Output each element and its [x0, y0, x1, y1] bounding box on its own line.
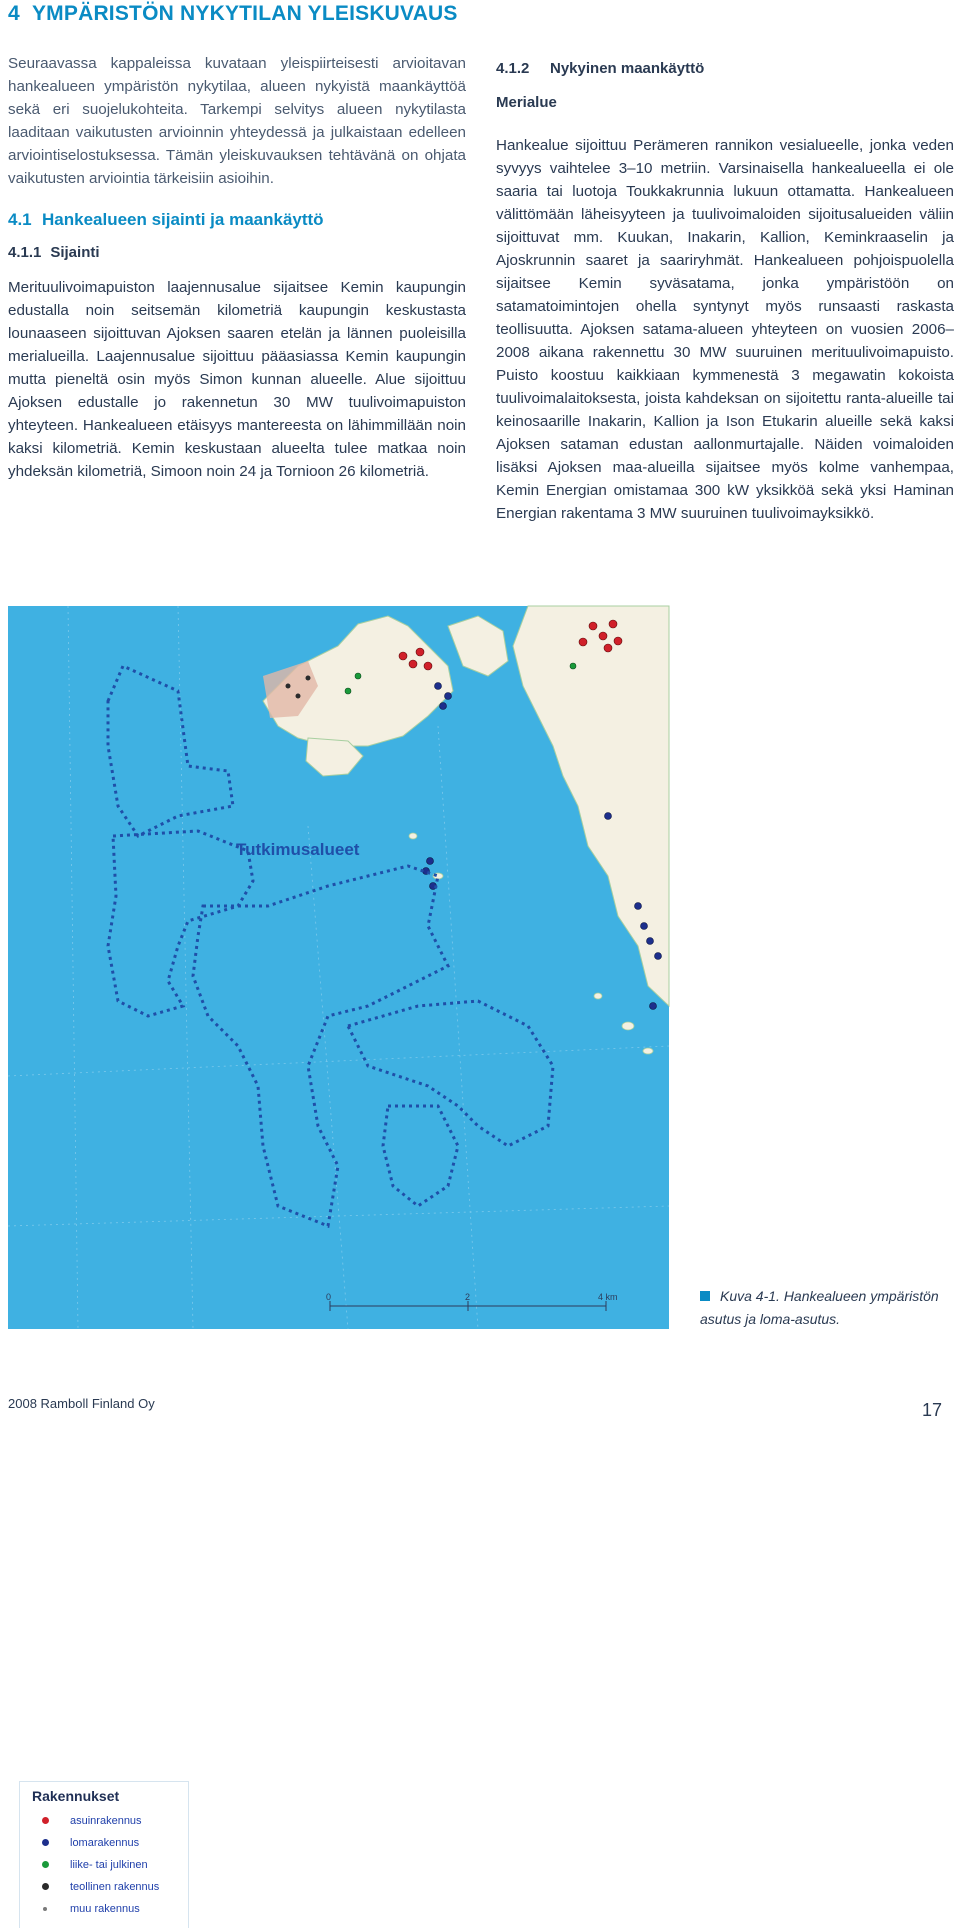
section-4-1-1-number: 4.1.1 [8, 244, 42, 261]
legend-label: teollinen rakennus [70, 1881, 160, 1893]
other-dot-icon [43, 1907, 47, 1911]
chapter-title-text: YMPÄRISTÖN NYKYTILAN YLEISKUVAUS [31, 2, 458, 25]
holiday-dot-icon [42, 1839, 49, 1846]
section-4-1-title: Hankealueen sijainti ja maankäyttö [42, 210, 324, 229]
footer-publisher: 2008 Ramboll Finland Oy [8, 1396, 155, 1411]
legend-item-other [38, 1901, 188, 1917]
legend-item-industrial [38, 1879, 188, 1895]
study-area-label: Tutkimusalueet [236, 840, 360, 859]
chapter-number: 4 [8, 2, 20, 25]
residential-dot-icon [42, 1817, 49, 1824]
legend-label: lomarakennus [70, 1837, 140, 1849]
section-4-1-2-heading [496, 58, 954, 80]
map-graphic [8, 606, 669, 1329]
legend-label: muu rakennus [70, 1903, 140, 1915]
section-4-1-1-heading [8, 242, 466, 264]
section-4-1-2-number: 4.1.2 [496, 60, 530, 77]
section-4-1-number: 4.1 [8, 210, 32, 229]
legend-title: Rakennukset [32, 1788, 120, 1804]
caption-marker-icon [700, 1291, 710, 1301]
section-4-1-1-title: Sijainti [50, 244, 100, 261]
scale-label-2: 2 [465, 1292, 471, 1302]
legend-item-residential [38, 1813, 188, 1829]
section-4-1-heading [8, 208, 466, 232]
commercial-dot-icon [42, 1861, 49, 1868]
section-4-1-2-title: Nykyinen maankäyttö [550, 60, 705, 77]
left-column [8, 52, 466, 483]
chapter-title [8, 0, 458, 28]
page-number: 17 [921, 1400, 942, 1420]
scale-label-4km: 4 km [598, 1292, 618, 1302]
legend-item-holiday [38, 1835, 188, 1851]
scale-label-0: 0 [326, 1292, 332, 1302]
legend-label: liike- tai julkinen [70, 1859, 148, 1871]
map-legend [20, 1782, 188, 1928]
legend-label: asuinrakennus [70, 1815, 142, 1827]
intro-paragraph: Seuraavassa kappaleissa kuvataan yleispiirteisesti arvioitavan hankealueen ympäristön nykytilaa, alueen nykyistä maankäyttöä sekä eri suojelukohteita. Tarkempi selvitys alueen nykytilasta laaditaan vaikutusten arvioinnin yhteydessä ja julkaistaan edelleen arviointiselostuksessa. Tämän yleiskuvauksen tehtävänä on ohjata vaikutusten arviointia tärkeisiin asioihin. [8, 55, 466, 187]
legend-item-commercial [38, 1857, 188, 1873]
merialue-subheading: Merialue [496, 94, 557, 111]
industrial-dot-icon [42, 1883, 49, 1890]
figure-caption-text: Kuva 4-1. Hankealueen ympäristön asutus ja loma-asutus. [700, 1288, 939, 1327]
land-use-paragraph: Hankealue sijoittuu Perämeren rannikon vesialueelle, jonka veden syvyys vaihtelee 3–10 metriin. Varsinaisella hankealueella ei ole saaria tai luotoja Toukkakrunnia lukuun ottamatta. Hankealueen välittömään läheisyyteen ja tuulivoimaloiden sijoitusalueiden väliin sijoittuvat mm. Kuukan, Inakarin, Kallion, Keminkraaselin ja Ajoskrunnin saaret ja saariryhmät. Hankealueen pohjoispuolella sijaitsee Kemin syväsatama, jonka ympäristöön on satamatoimintojen ohella syntynyt myös runsaasti raskasta teollisuutta. Ajoksen satama-alueen yhteyteen on vuosien 2006–2008 aikana rakennettu 30 MW suuruinen merituulivoimapuisto. Puisto koostuu kaikkiaan kymmenestä 3 megawatin kokoista tuulivoimalaitoksesta, joista kahdeksan on sijoitettu ranta-alueille tai keinosaarille Inakarin, Kallion ja Ison Etukarin alueille sekä kaksi Ajoksen sataman edustan aallonmurtajalle. Näiden voimaloiden lisäksi Ajoksen maa-alueilla sijaitsee myös kolme vanhempaa, Kemin Energian omistamaa 300 kW yksikköä sekä yksi Haminan Energian rakentama 3 MW suuruinen tuulivoimayksikkö. [496, 137, 954, 522]
right-column [496, 58, 954, 525]
figure-caption [700, 1285, 950, 1331]
location-paragraph: Merituulivoimapuiston laajennusalue sijaitsee Kemin kaupungin edustalla noin seitsemän kilometriä kaupungin keskustasta lounaaseen sijoittuvan Ajoksen saaren etelän ja lännen puoleisilla merialueilla. Laajennusalue sijoittuu pääasiassa Kemin kaupungin mutta pieneltä osin myös Simon kunnan alueelle. Alue sijoittuu Ajoksen edustalle jo rakennetun 30 MW tuulivoimapuiston yhteyteen. Hankealueen etäisyys mantereesta on lähimmillään noin kaksi kilometriä. Kemin keskustaan alueelta tulee matkaa noin yhdeksän kilometriä, Simoon noin 24 ja Tornioon 26 kilometriä. [8, 279, 466, 480]
